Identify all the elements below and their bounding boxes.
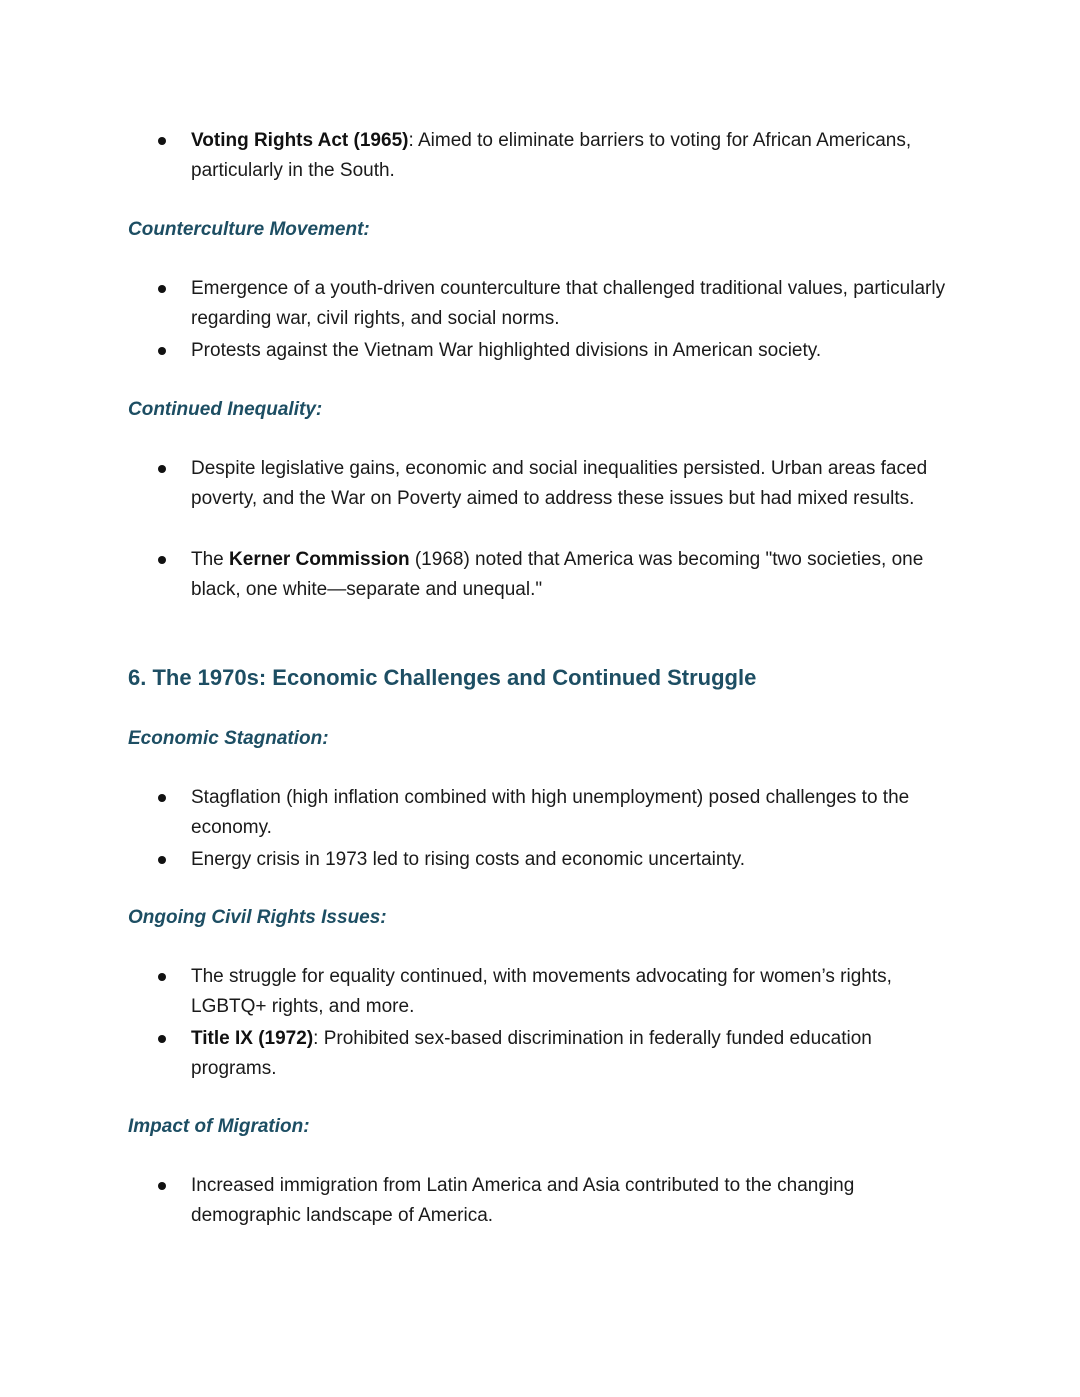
bullet-icon [158,1182,166,1190]
list-item-text [191,1024,961,1084]
term-kerner-commission: Kerner Commission [229,549,410,570]
term-title-ix: Title IX (1972) [191,1028,314,1049]
list-item-text [191,545,961,605]
subheading-ongoing-civil-rights: Ongoing Civil Rights Issues: [128,907,387,928]
section-title: 6. The 1970s: Economic Challenges and Continued Struggle [128,665,757,690]
subheading-economic-stagnation: Economic Stagnation: [128,728,329,749]
subheading-continued-inequality: Continued Inequality: [128,399,323,420]
bullet-icon [158,973,166,981]
list-item-text [191,126,961,186]
kerner-prefix: The [191,549,230,570]
bullet-icon [158,1035,166,1043]
bullet-icon [158,794,166,802]
list-item-text: Despite legislative gains, economic and social inequalities persisted. Urban areas faced poverty, and the War on Poverty aimed to address these issues but had mixed results. [191,458,928,509]
list-item-text: The struggle for equality continued, with movements advocating for women’s rights, LGBTQ+ rights, and more. [191,966,892,1017]
bullet-icon [158,137,166,145]
bullet-icon [158,285,166,293]
list-item-text: Stagflation (high inflation combined with high unemployment) posed challenges to the economy. [191,787,910,838]
term-description: : Aimed to eliminate barriers to voting for African Americans, particularly in the South. [191,130,912,181]
list-item-text: Protests against the Vietnam War highlighted divisions in American society. [191,340,822,361]
subheading-counterculture: Counterculture Movement: [128,219,370,240]
list-item-text: Energy crisis in 1973 led to rising costs and economic uncertainty. [191,849,746,870]
list-item-text: Emergence of a youth-driven counterculture that challenged traditional values, particularly regarding war, civil rights, and social norms. [191,278,946,329]
bullet-icon [158,556,166,564]
bullet-icon [158,465,166,473]
term-description: (1968) noted that America was becoming "two societies, one black, one white—separate and unequal." [191,549,924,600]
bullet-icon [158,347,166,355]
term-description: : Prohibited sex-based discrimination in federally funded education programs. [191,1028,872,1079]
subheading-impact-of-migration: Impact of Migration: [128,1116,310,1137]
bullet-icon [158,856,166,864]
term-voting-rights-act: Voting Rights Act (1965) [191,130,409,151]
list-item-text: Increased immigration from Latin America and Asia contributed to the changing demographic landscape of America. [191,1175,855,1226]
